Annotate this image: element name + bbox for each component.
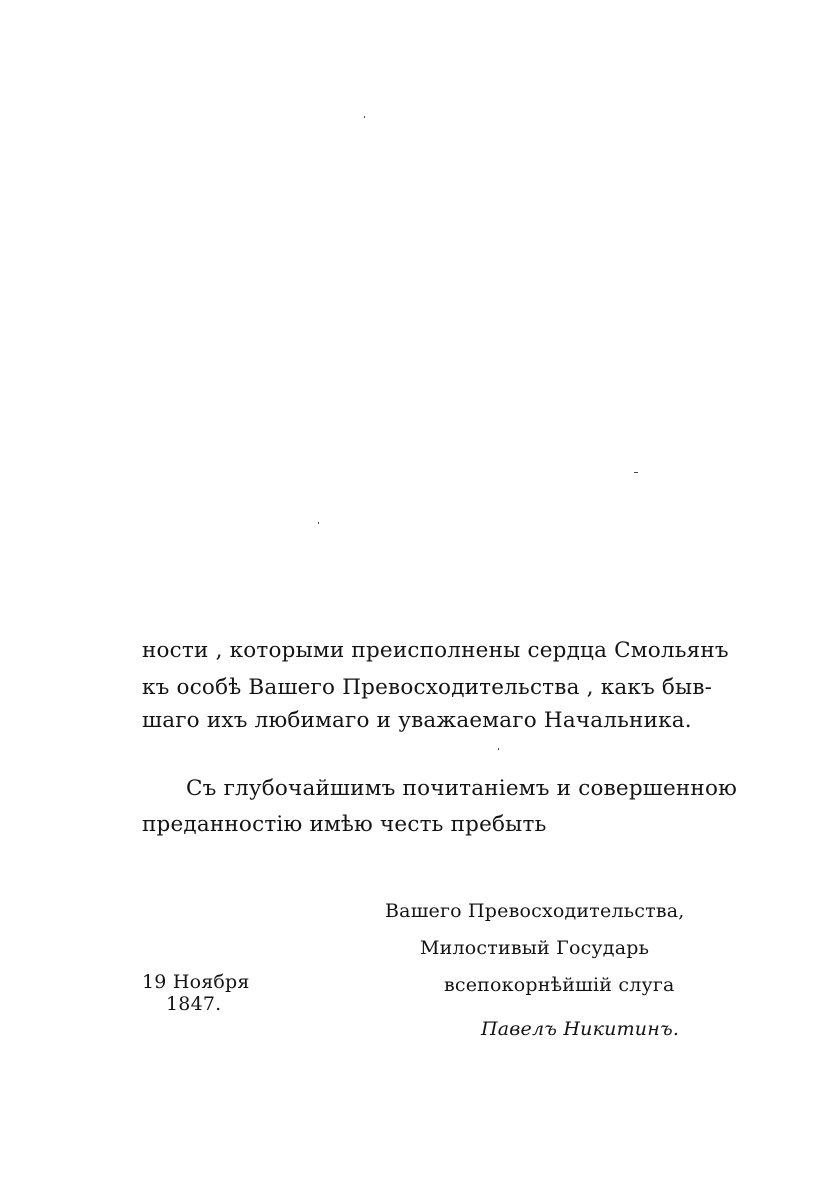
scan-speck	[318, 522, 319, 524]
signature-salutation: Милостивый Государь	[420, 937, 650, 959]
body-line-3: шаго ихъ любимаго и уважаемаго Начальника.	[142, 708, 692, 733]
body-line-1: ности , которыми преисполнены сердца Смольянъ	[142, 638, 729, 663]
signature-address: Вашего Превосходительства,	[385, 900, 685, 922]
signature-name: Павелъ Никитинъ.	[481, 1018, 680, 1040]
scan-speck	[364, 116, 365, 118]
date-year: 1847.	[166, 993, 222, 1015]
date-day-month: 19 Ноября	[142, 971, 250, 993]
scan-speck	[498, 748, 499, 750]
scan-speck	[634, 472, 638, 473]
body-line-2: къ особѣ Вашего Превосходительства , какъ быв-	[142, 675, 713, 700]
closing-line-1: Съ глубочайшимъ почитаніемъ и совершенною	[186, 776, 738, 801]
signature-servant: всепокорнѣйшій слуга	[444, 974, 675, 996]
closing-line-2: преданностію имѣю честь пребыть	[142, 812, 547, 837]
